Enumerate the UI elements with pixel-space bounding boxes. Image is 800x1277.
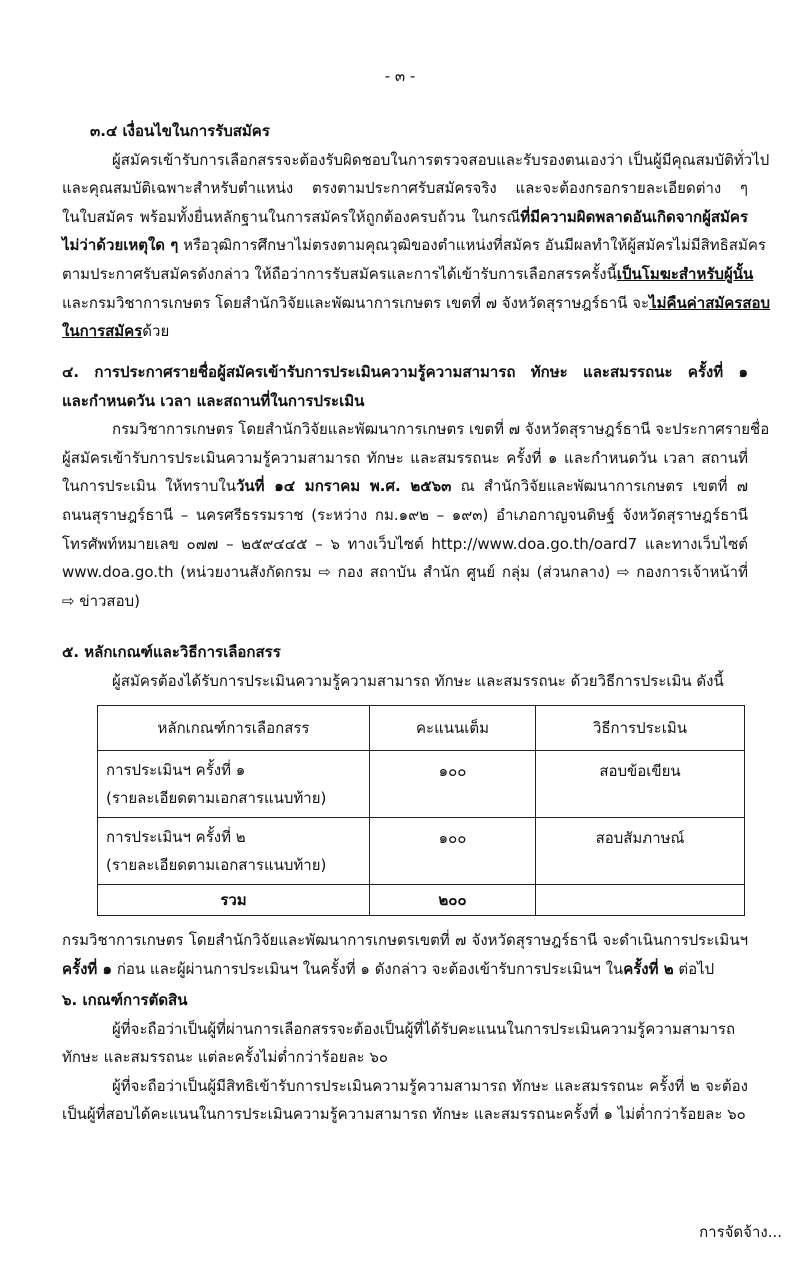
score-cell: ๑๐๐	[370, 751, 536, 818]
text-segment: โทรศัพท์หมายเลข ๐๗๗ – ๒๕๙๔๔๕ – ๖ ทางเว็บไซต์ http://www.doa.go.th/oard7 และทางเว็บไซต์	[62, 534, 748, 553]
text-line	[62, 530, 748, 559]
text-line	[62, 955, 748, 984]
text-segment: และกรมวิชาการเกษตร โดยสำนักวิจัยและพัฒนาการเกษตร เขตที่ ๗ จังหวัดสุราษฎร์ธานี จะ	[62, 293, 650, 312]
text-line	[62, 415, 770, 444]
text-segment: ⇨ ข่าวสอบ)	[62, 591, 140, 610]
text-segment: และคุณสมบัติเฉพาะสำหรับตำแหน่ง ตรงตามประกาศรับสมัครจริง และจะต้องกรอกรายละเอียดต่าง ๆ	[62, 179, 748, 198]
text-segment: ผู้สมัครต้องได้รับการประเมินความรู้ความสามารถ ทักษะ และสมรรถนะ ด้วยวิธีการประเมิน ดังนี้	[112, 671, 724, 690]
text-line	[62, 146, 770, 175]
section-4-announcement	[62, 358, 770, 615]
text-line	[62, 1072, 748, 1101]
section-5-criteria	[62, 638, 748, 695]
table-header-row	[98, 706, 745, 751]
criteria-cell	[98, 751, 370, 818]
text-segment: ๖. เกณฑ์การตัดสิน	[62, 991, 188, 1009]
text-segment: ผู้สมัครเข้ารับการประเมินความรู้ความสามารถ ทักษะ และสมรรถนะ ครั้งที่ ๑ และกำหนดวัน เวลา สถานที่	[62, 448, 748, 467]
text-line	[62, 986, 748, 1015]
section-3-4-conditions	[62, 117, 771, 346]
section-6-judgement	[62, 986, 748, 1129]
text-segment: และกำหนดวัน เวลา และสถานที่ในการประเมิน	[62, 391, 365, 410]
text-segment: ในใบสมัคร พร้อมทั้งยื่นหลักฐานในการสมัครให้ถูกต้องครบถ้วน ในกรณี	[62, 207, 521, 226]
header-method: วิธีการประเมิน	[536, 706, 745, 751]
text-line	[62, 926, 748, 955]
text-line	[62, 289, 771, 318]
text-segment: ผู้ที่จะถือว่าเป็นผู้ที่ผ่านการเลือกสรรจะต้องเป็นผู้ที่ได้รับคะแนนในการประเมินความรู้ความสามารถ	[112, 1019, 736, 1038]
text-segment: ด้วย	[142, 322, 170, 341]
criteria-detail: (รายละเอียดตามเอกสารแนบท้าย)	[106, 789, 327, 807]
text-segment: ผู้สมัครเข้ารับการเลือกสรรจะต้องรับผิดชอบในการตรวจสอบและรับรองตนเองว่า เป็นผู้มีคุณสมบัติทั่วไป	[112, 150, 770, 169]
text-line	[62, 260, 754, 289]
score-cell: ๑๐๐	[370, 818, 536, 885]
total-score: ๒๐๐	[370, 885, 536, 916]
text-line	[62, 1043, 748, 1072]
text-segment: ไม่ว่าด้วยเหตุใด ๆ	[62, 236, 179, 255]
text-segment: ถนนสุราษฎร์ธานี – นครศรีธรรมราช (ระหว่าง กม.๑๙๒ – ๑๙๓) อำเภอกาญจนดิษฐ์ จังหวัดสุราษฎร์ธานี	[62, 505, 748, 524]
text-segment: ต่อไป	[673, 959, 715, 978]
text-segment: ทักษะ และสมรรถนะ แต่ละครั้งไม่ต่ำกว่าร้อยละ ๖๐	[62, 1048, 389, 1067]
header-criteria: หลักเกณฑ์การเลือกสรร	[98, 706, 370, 751]
text-line	[62, 501, 748, 530]
criteria-cell	[98, 818, 370, 885]
text-segment: เป็นผู้ที่สอบได้คะแนนในการประเมินความรู้ความสามารถ ทักษะ และสมรรถนะครั้งที่ ๑ ไม่ต่ำกว่าร้อยละ ๖๐	[62, 1105, 746, 1124]
text-line	[62, 587, 748, 616]
text-segment: www.doa.go.th (หน่วยงานสังกัดกรม ⇨ กอง สถาบัน สำนัก ศูนย์ กลุ่ม (ส่วนกลาง) ⇨ กองการเจ้าหน้าที่	[62, 563, 748, 582]
text-segment: ในการสมัคร	[62, 322, 143, 341]
text-segment: ณ สำนักวิจัยและพัฒนาการเกษตร เขตที่ ๗	[451, 477, 748, 496]
continuation-text: การจัดจ้าง...	[699, 1223, 782, 1241]
text-segment: ครั้งที่ ๑	[62, 959, 113, 978]
text-segment: ๔. การประกาศรายชื่อผู้สมัครเข้ารับการประเมินความรู้ความสามารถ ทักษะ และสมรรถนะ ครั้งที่ ๑	[62, 363, 748, 381]
page-number: - ๓ -	[384, 67, 416, 85]
criteria-name: การประเมินฯ ครั้งที่ ๑	[106, 761, 246, 779]
text-segment: ๓.๔ เงื่อนไขในการรับสมัคร	[90, 122, 270, 140]
text-line	[62, 558, 748, 587]
text-line	[62, 203, 748, 232]
text-line	[62, 317, 748, 346]
text-segment: เป็นโมฆะสำหรับผู้นั้น	[616, 264, 754, 283]
text-segment: หรือวุฒิการศึกษาไม่ตรงตามคุณวุฒิของตำแหน่งที่สมัคร อันมีผลทำให้ผู้สมัครไม่มีสิทธิสมัคร	[178, 236, 766, 255]
text-segment: ไม่คืนค่าสมัครสอบ	[649, 293, 771, 312]
table-row	[98, 751, 745, 818]
text-segment: ก่อน และผู้ผ่านการประเมินฯ ในครั้งที่ ๑ ดังกล่าว จะต้องเข้ารับการประเมินฯ ใน	[112, 959, 624, 978]
method-cell: สอบข้อเขียน	[536, 751, 745, 818]
text-segment: ผู้ที่จะถือว่าเป็นผู้มีสิทธิเข้ารับการประเมินความรู้ความสามารถ ทักษะ และสมรรถนะ ครั้งที่ ๒ จะต้อง	[112, 1076, 748, 1095]
text-segment: กรมวิชาการเกษตร โดยสำนักวิจัยและพัฒนาการเกษตร เขตที่ ๗ จังหวัดสุราษฎร์ธานี จะประกาศรายชื่อ	[112, 420, 770, 439]
table-row	[98, 818, 745, 885]
text-segment: กรมวิชาการเกษตร โดยสำนักวิจัยและพัฒนาการเกษตรเขตที่ ๗ จังหวัดสุราษฎร์ธานี จะดำเนินการประเมินฯ	[62, 931, 748, 949]
text-line	[62, 231, 766, 260]
text-line	[62, 667, 748, 696]
text-line	[62, 117, 748, 146]
text-line	[62, 638, 748, 667]
text-line	[62, 444, 748, 473]
text-line	[62, 1100, 748, 1129]
text-line	[62, 174, 748, 203]
total-label: รวม	[98, 885, 370, 916]
text-segment: วันที่ ๑๔ มกราคม พ.ศ. ๒๕๖๓	[235, 477, 452, 496]
method-cell: สอบสัมภาษณ์	[536, 818, 745, 885]
text-line	[62, 387, 748, 416]
header-score: คะแนนเต็ม	[370, 706, 536, 751]
total-method-empty	[536, 885, 745, 916]
text-line	[62, 472, 748, 501]
text-segment: ครั้งที่ ๒	[623, 959, 674, 978]
text-line	[62, 1015, 748, 1044]
text-segment: ๕. หลักเกณฑ์และวิธีการเลือกสรร	[62, 643, 281, 661]
text-segment: ที่มีความผิดพลาดอันเกิดจากผู้สมัคร	[520, 207, 748, 226]
criteria-table	[97, 705, 745, 916]
table-total-row	[98, 885, 745, 916]
criteria-name: การประเมินฯ ครั้งที่ ๒	[106, 828, 246, 846]
criteria-detail: (รายละเอียดตามเอกสารแนบท้าย)	[106, 856, 327, 874]
after-table-text	[62, 926, 748, 983]
text-segment: ตามประกาศรับสมัครดังกล่าว ให้ถือว่าการรับสมัครและการได้เข้ารับการเลือกสรรครั้งนี้	[62, 264, 617, 283]
text-line	[62, 358, 748, 387]
text-segment: ในการประเมิน ให้ทราบใน	[62, 477, 236, 496]
